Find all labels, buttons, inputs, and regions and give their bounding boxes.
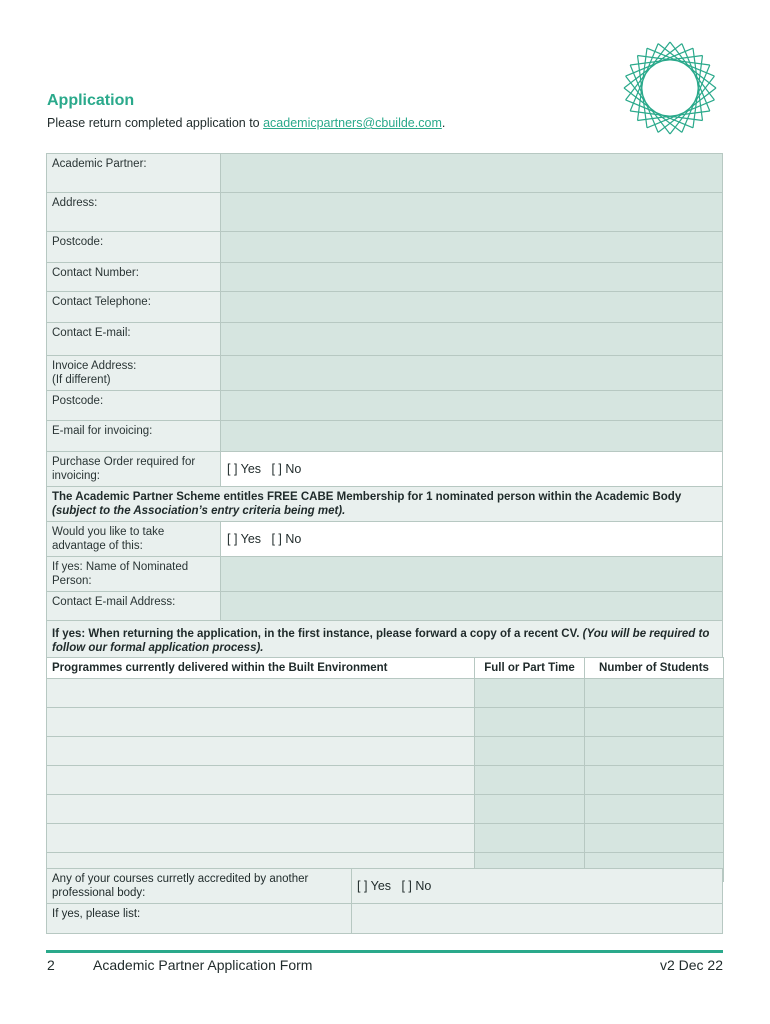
contact-number-field[interactable] [221,263,723,292]
contact-email-address-field[interactable] [221,592,723,621]
students-column-header: Number of Students [585,658,724,679]
cabe-logo [618,40,722,140]
programme-cell[interactable] [47,766,475,795]
programme-cell[interactable] [47,708,475,737]
time-column-header: Full or Part Time [475,658,585,679]
accreditation-question: Any of your courses curretly accredited by another professional body: [47,869,352,904]
accreditation-list-label: If yes, please list: [47,904,352,934]
programme-cell[interactable] [47,737,475,766]
table-row [47,795,724,824]
logo-stroke [693,56,703,128]
logo-stroke [638,111,710,121]
accreditation-table [46,868,723,934]
purchase-order-no-checkbox[interactable]: [ ] No [271,462,302,476]
document-title: Academic Partner Application Form [93,957,313,973]
take-advantage-yes-checkbox[interactable]: [ ] Yes [227,532,262,546]
accreditation-no-checkbox[interactable]: [ ] No [401,879,432,893]
email-invoicing-label: E-mail for invoicing: [47,421,221,452]
academic-partner-field[interactable] [221,154,723,193]
membership-note [47,487,723,522]
accreditation-options [352,869,723,904]
address-label: Address: [47,193,221,232]
time-cell[interactable] [475,766,585,795]
footer-divider [46,950,723,953]
programmes-table [46,657,724,882]
take-advantage-options [221,522,723,557]
contact-email-label: Contact E-mail: [47,323,221,356]
logo-stroke [638,56,710,66]
logo-stroke [693,48,703,120]
contact-telephone-field[interactable] [221,292,723,323]
purchase-order-options [221,452,723,487]
logo-stroke [638,48,648,120]
address-field[interactable] [221,193,723,232]
instructions-end: . [441,116,446,130]
take-advantage-no-checkbox[interactable]: [ ] No [271,532,302,546]
membership-note-italic: (subject to the Association’s entry criteria being met). [52,505,346,517]
email-invoicing-field[interactable] [221,421,723,452]
logo-stroke [638,56,648,128]
membership-note-text: The Academic Partner Scheme entitles FREE CABE Membership for 1 nominated person within the Academic Body [52,491,682,503]
cv-note-italic: (You will be required to follow our formal application process). [52,628,710,654]
time-cell[interactable] [475,824,585,853]
invoice-postcode-label: Postcode: [47,391,221,421]
instructions-text: Please return completed application to [47,116,264,130]
students-cell[interactable] [585,708,724,737]
purchase-order-yes-checkbox[interactable]: [ ] Yes [227,462,262,476]
nominated-person-field[interactable] [221,557,723,592]
students-cell[interactable] [585,766,724,795]
students-cell[interactable] [585,824,724,853]
purchase-order-label: Purchase Order required for invoicing: [47,452,221,487]
table-row [47,737,724,766]
students-cell[interactable] [585,737,724,766]
invoice-address-text: Invoice Address: [52,360,137,372]
contact-number-label: Contact Number: [47,263,221,292]
postcode-label: Postcode: [47,232,221,263]
application-form [46,153,723,661]
table-row [47,708,724,737]
students-cell[interactable] [585,795,724,824]
contact-email-field[interactable] [221,323,723,356]
table-row [47,824,724,853]
programme-cell[interactable] [47,679,475,708]
postcode-field[interactable] [221,232,723,263]
accreditation-list-field[interactable] [352,904,723,934]
time-cell[interactable] [475,708,585,737]
instructions [47,116,445,130]
table-row [47,766,724,795]
logo-stroke [630,56,702,66]
students-cell[interactable] [585,679,724,708]
academic-partner-label: Academic Partner: [47,154,221,193]
document-version: v2 Dec 22 [659,957,723,973]
programmes-column-header: Programmes currently delivered within the Built Environment [47,658,475,679]
contact-telephone-label: Contact Telephone: [47,292,221,323]
programme-cell[interactable] [47,795,475,824]
contact-email-address-label: Contact E-mail Address: [47,592,221,621]
invoice-address-field[interactable] [221,356,723,391]
logo-stroke [630,111,702,121]
invoice-address-note: (If different) [52,374,111,386]
time-cell[interactable] [475,795,585,824]
invoice-postcode-field[interactable] [221,391,723,421]
accreditation-yes-checkbox[interactable]: [ ] Yes [357,879,392,893]
page-number: 2 [47,957,55,973]
cv-note-text: If yes: When returning the application, in the first instance, please forward a copy of a recent CV. [52,628,580,640]
programme-cell[interactable] [47,824,475,853]
invoice-address-label [47,356,221,391]
email-link[interactable]: academicpartners@cbuilde.com [263,116,442,130]
cv-note [47,621,723,661]
page-title: Application [47,92,135,109]
take-advantage-label: Would you like to take advantage of this: [47,522,221,557]
table-row [47,679,724,708]
nominated-person-label: If yes: Name of Nominated Person: [47,557,221,592]
time-cell[interactable] [475,737,585,766]
time-cell[interactable] [475,679,585,708]
